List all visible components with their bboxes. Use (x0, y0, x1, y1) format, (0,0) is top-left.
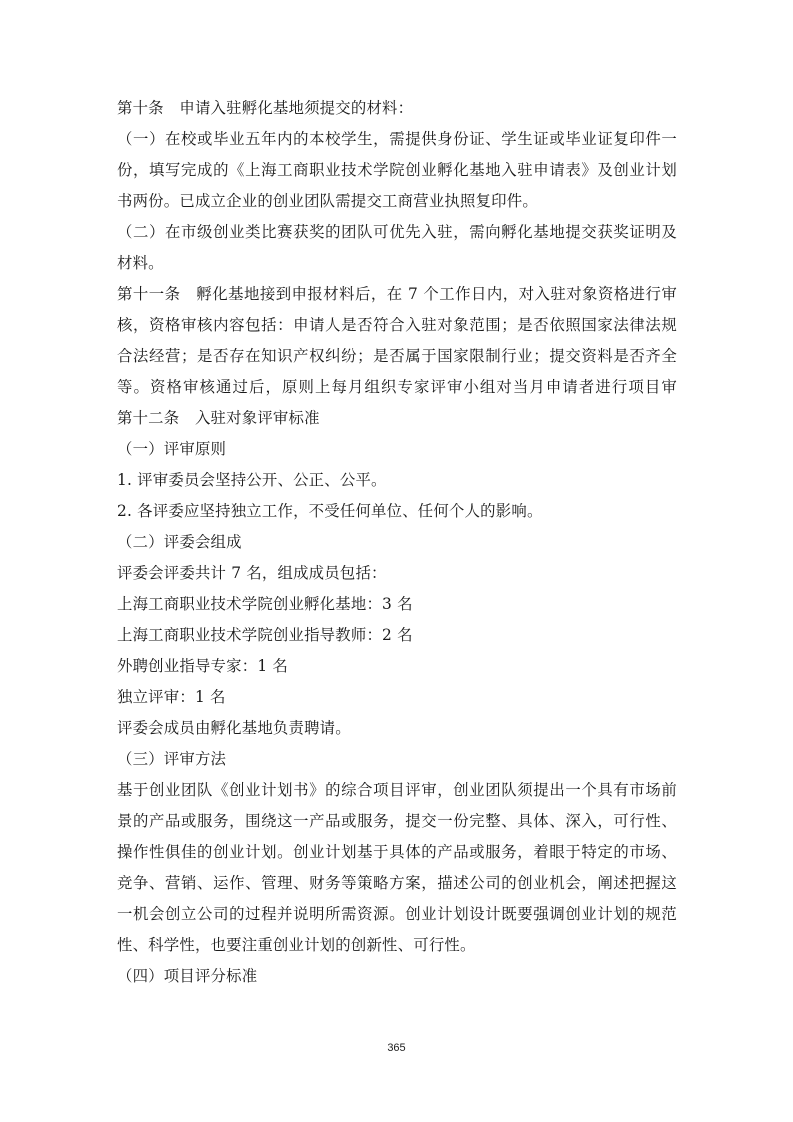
paragraph-line: 书两份。已成立企业的创业团队需提交工商营业执照复印件。 (117, 192, 538, 210)
paragraph-line: （二）在市级创业类比赛获奖的团队可优先入驻，需向孵化基地提交获奖证明及 (117, 223, 677, 241)
article-11-line: 第十一条 孵化基地接到申报材料后，在 7 个工作日内，对入驻对象资格进行审 (117, 285, 677, 303)
page-number: 365 (387, 1042, 406, 1054)
list-item: 上海工商职业技术学院创业孵化基地：3 名 (117, 595, 413, 613)
paragraph-line: 份，填写完成的《上海工商职业技术学院创业孵化基地入驻申请表》及创业计划 (117, 161, 677, 179)
paragraph-line: 竞争、营销、运作、管理、财务等策略方案，描述公司的创业机会，阐述把握这 (117, 874, 677, 892)
list-item: 独立评审：1 名 (117, 688, 226, 706)
section-heading: （一）评审原则 (117, 440, 227, 458)
list-item: 上海工商职业技术学院创业指导教师：2 名 (117, 626, 413, 644)
paragraph-line: 操作性俱佳的创业计划。创业计划基于具体的产品或服务，着眼于特定的市场、 (117, 843, 677, 861)
paragraph-line: 基于创业团队《创业计划书》的综合项目评审，创业团队须提出一个具有市场前 (117, 781, 677, 799)
section-heading: （四）项目评分标准 (117, 967, 258, 985)
section-heading: （二）评委会组成 (117, 533, 242, 551)
paragraph-line: （一）在校或毕业五年内的本校学生，需提供身份证、学生证或毕业证复印件一 (117, 130, 677, 148)
paragraph-line: 材料。 (117, 254, 164, 272)
paragraph-line: 景的产品或服务，围绕这一产品或服务，提交一份完整、具体、深入，可行性、 (117, 812, 677, 830)
list-item: 2. 各评委应坚持独立工作，不受任何单位、任何个人的影响。 (117, 502, 543, 520)
list-item: 外聘创业指导专家：1 名 (117, 657, 288, 675)
article-10-heading: 第十条 申请入驻孵化基地须提交的材料： (117, 99, 414, 117)
paragraph-line: 核，资格审核内容包括：申请人是否符合入驻对象范围；是否依照国家法律法规 (117, 316, 677, 334)
section-heading: （三）评审方法 (117, 750, 227, 768)
paragraph-line: 等。资格审核通过后，原则上每月组织专家评审小组对当月申请者进行项目审 (117, 378, 677, 396)
paragraph-line: 性、科学性，也要注重创业计划的创新性、可行性。 (117, 936, 476, 954)
paragraph-line: 评委会评委共计 7 名，组成成员包括： (117, 564, 387, 582)
article-12-heading: 第十二条 入驻对象评审标准 (117, 409, 320, 427)
paragraph-line: 合法经营；是否存在知识产权纠纷；是否属于国家限制行业；提交资料是否齐全 (117, 347, 677, 365)
document-body (117, 93, 677, 992)
paragraph-line: 评委会成员由孵化基地负责聘请。 (117, 719, 351, 737)
paragraph-line: 一机会创立公司的过程并说明所需资源。创业计划设计既要强调创业计划的规范 (117, 905, 677, 923)
list-item: 1. 评审委员会坚持公开、公正、公平。 (117, 471, 387, 489)
